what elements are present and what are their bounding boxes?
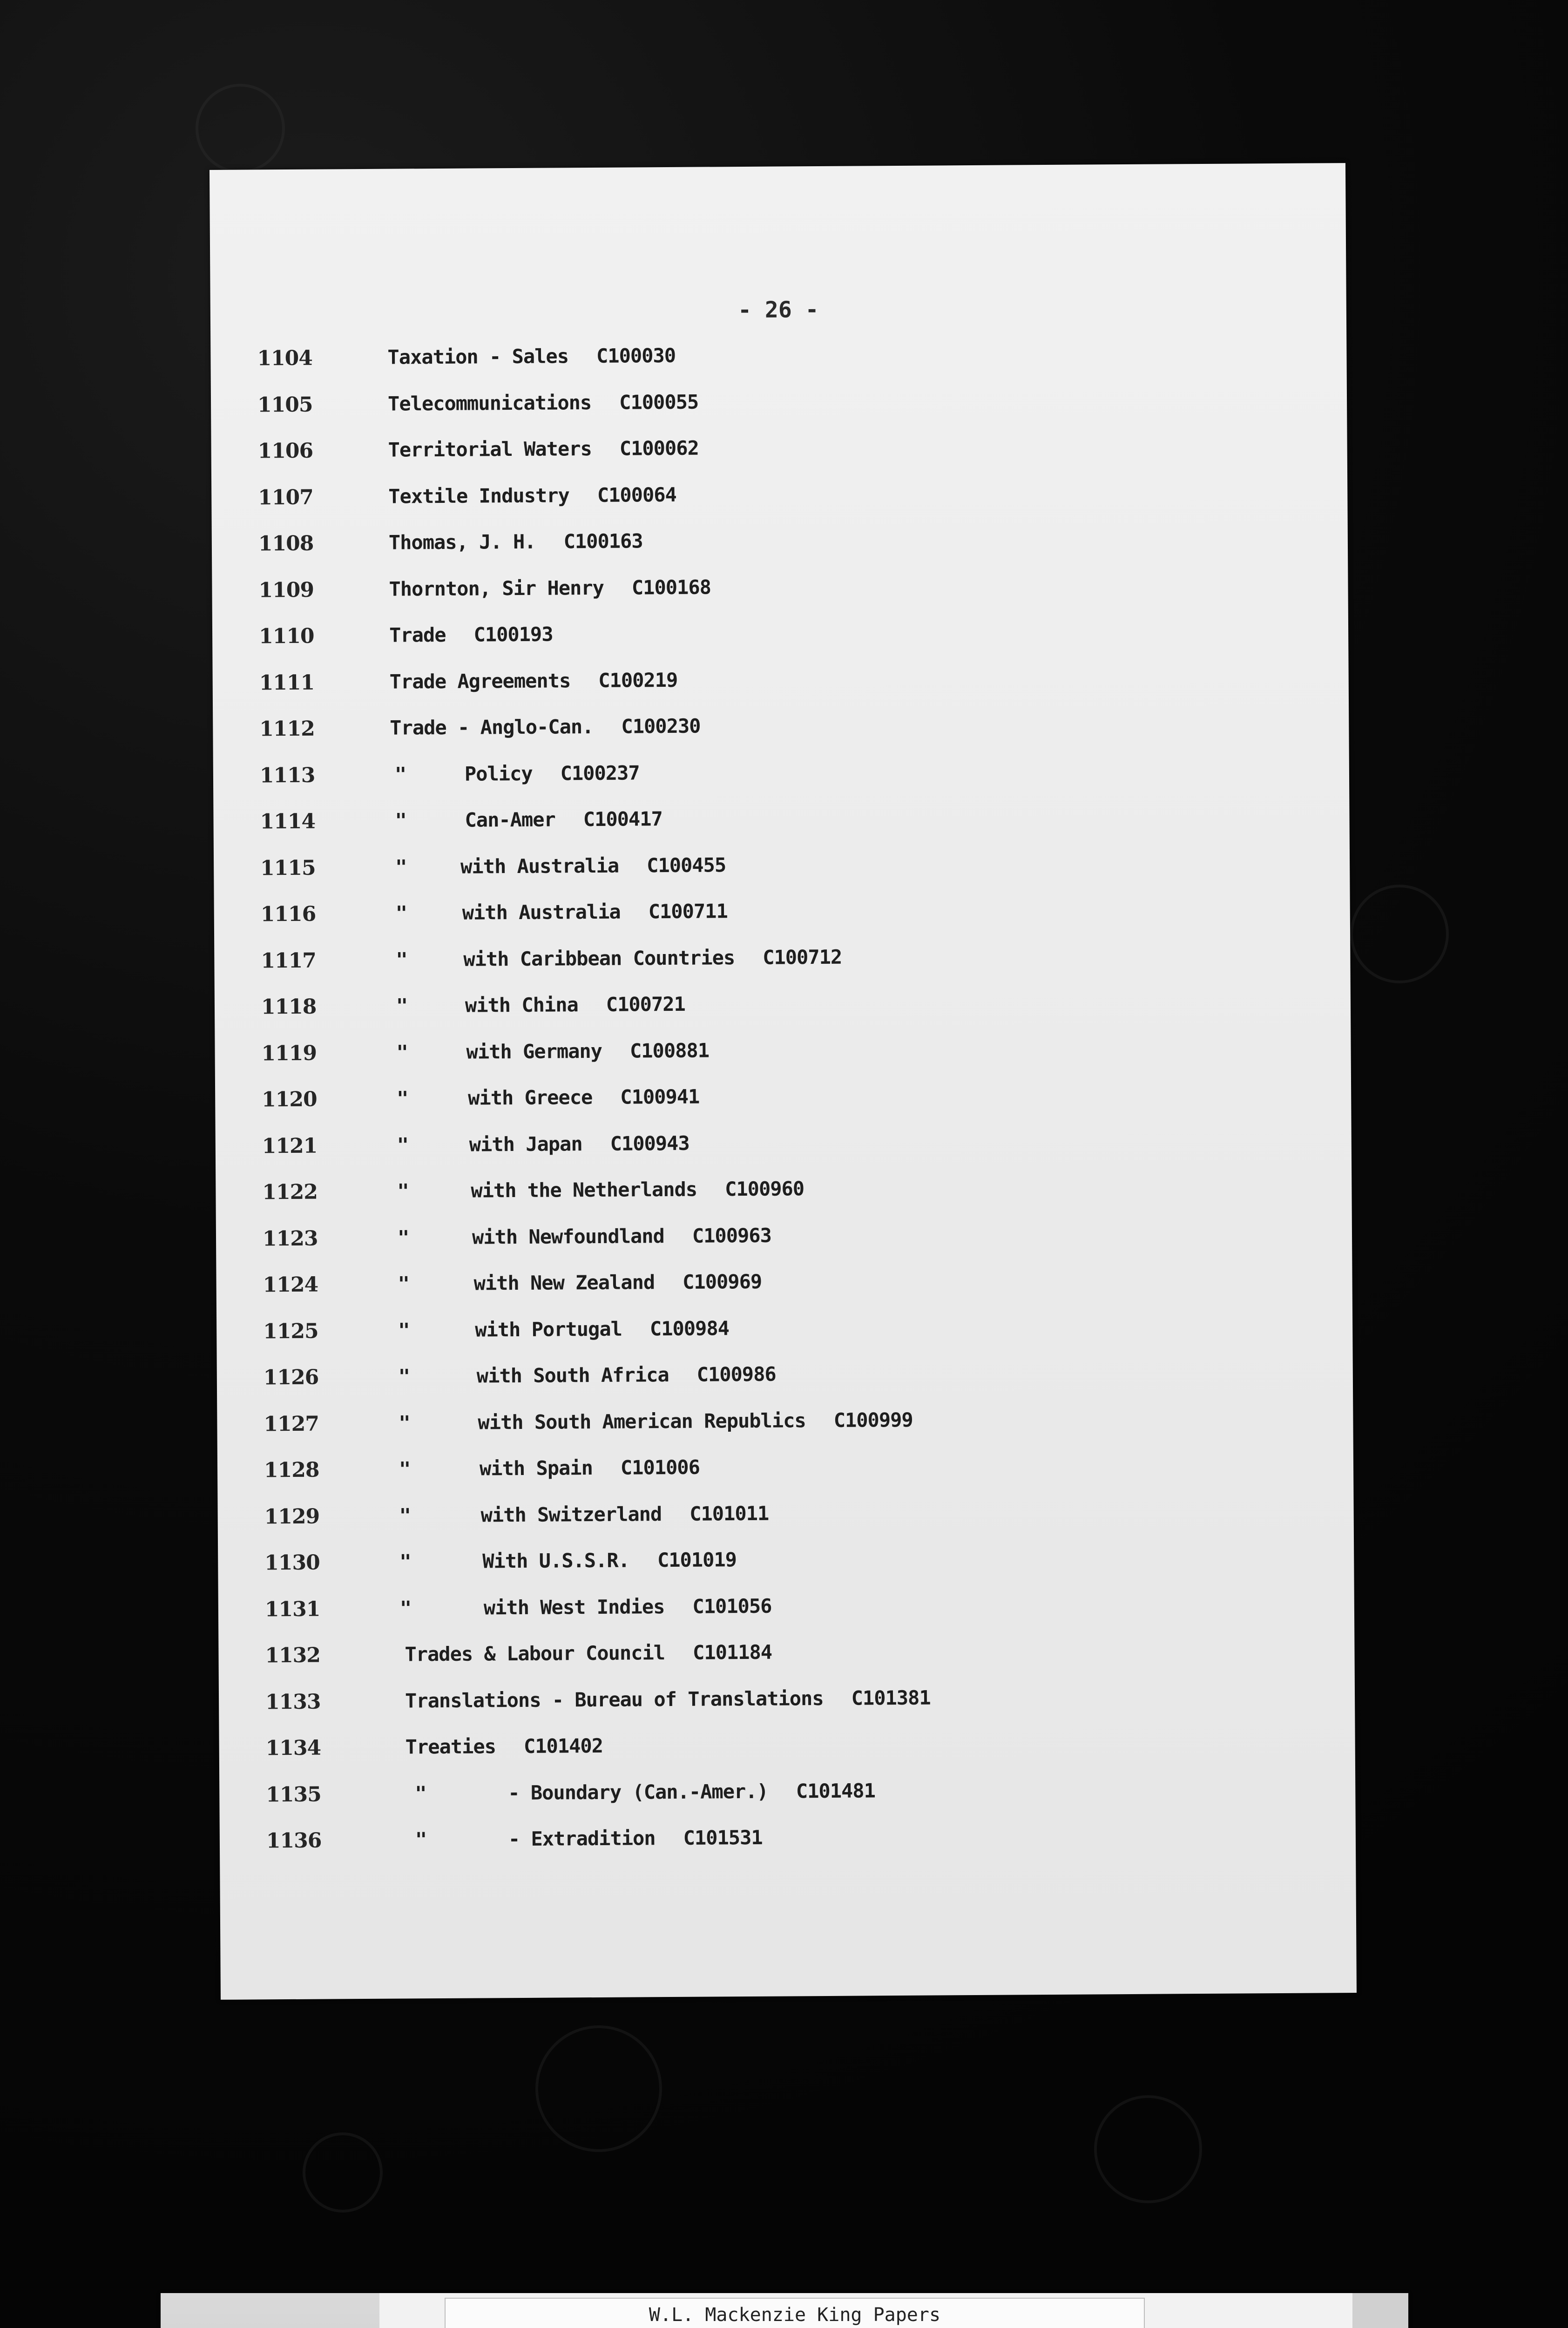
index-entry — [213, 711, 1349, 764]
entry-reference: C100417 — [583, 807, 662, 831]
ditto-mark: " — [399, 1457, 411, 1481]
ditto-mark: " — [415, 1781, 427, 1805]
entry-subject: with South American Republics — [478, 1408, 806, 1434]
entry-subject: Territorial Waters — [388, 437, 592, 461]
collection-name: W.L. Mackenzie King Papers — [649, 2304, 941, 2326]
index-entry — [213, 757, 1350, 810]
entry-reference: C100055 — [619, 390, 699, 414]
film-swirl-mark — [1094, 2095, 1202, 2203]
entry-text — [389, 529, 643, 554]
entry-text — [405, 1641, 772, 1666]
entry-text — [466, 1039, 709, 1063]
entry-reference: C100712 — [763, 945, 842, 969]
entry-subject: with Australia — [460, 854, 619, 878]
index-entry — [218, 1498, 1354, 1551]
entry-reference: C100219 — [598, 668, 678, 692]
index-entry — [216, 1266, 1352, 1320]
index-entry — [214, 850, 1350, 903]
entry-subject: Trade Agreements — [389, 669, 571, 693]
index-entry — [217, 1452, 1354, 1505]
entry-number: 1121 — [262, 1134, 318, 1158]
entry-subject: with Caribbean Countries — [463, 946, 735, 971]
entry-reference: C100064 — [597, 483, 677, 507]
entry-text — [465, 993, 685, 1017]
entry-reference: C100941 — [620, 1085, 700, 1109]
entry-text — [390, 715, 700, 739]
entry-reference: C100963 — [692, 1224, 772, 1247]
page-number: - 26 - — [737, 297, 819, 324]
entry-reference: C100721 — [606, 992, 686, 1016]
ditto-mark: " — [398, 1365, 411, 1388]
entry-text — [465, 761, 640, 785]
entry-number: 1116 — [260, 902, 316, 927]
index-entry — [211, 479, 1348, 532]
film-swirl-mark — [1350, 885, 1449, 983]
entry-text — [473, 1270, 762, 1295]
entry-number: 1112 — [259, 717, 315, 741]
entry-subject: Trade — [389, 623, 446, 647]
card-right-strip — [1352, 2293, 1408, 2328]
entry-text — [387, 344, 676, 369]
entry-text — [480, 1456, 700, 1480]
entry-number: 1135 — [266, 1782, 321, 1807]
entry-reference: C100881 — [629, 1038, 710, 1062]
entry-subject: Trades & Labour Council — [405, 1641, 665, 1666]
entry-number: 1133 — [265, 1690, 321, 1714]
index-entry — [215, 1081, 1352, 1134]
ditto-mark: " — [394, 762, 407, 786]
index-entry — [210, 340, 1347, 393]
entry-subject: Trade - Anglo-Can. — [390, 715, 594, 739]
index-entry — [219, 1776, 1356, 1829]
index-entry-list — [210, 340, 1356, 1875]
index-entry — [217, 1406, 1353, 1459]
entry-number: 1131 — [264, 1597, 320, 1621]
entry-subject: with Portugal — [475, 1317, 622, 1341]
entry-reference: C101531 — [683, 1826, 763, 1849]
entry-number: 1119 — [261, 1041, 317, 1065]
ditto-mark: " — [397, 1133, 409, 1157]
index-entry — [215, 988, 1351, 1042]
entry-text — [406, 1734, 603, 1759]
ditto-mark: " — [395, 901, 408, 925]
entry-number: 1115 — [260, 856, 316, 880]
ditto-mark: " — [399, 1411, 411, 1435]
entry-reference: C100163 — [563, 529, 643, 553]
collection-label — [445, 2298, 1145, 2328]
entry-number: 1130 — [264, 1550, 320, 1575]
index-entry — [214, 896, 1351, 949]
entry-number: 1114 — [260, 809, 316, 834]
entry-subject: with South Africa — [476, 1363, 669, 1387]
ditto-mark: " — [395, 855, 407, 879]
entry-subject: Thornton, Sir Henry — [389, 576, 604, 601]
entry-reference: C101006 — [620, 1455, 700, 1479]
entry-number: 1105 — [257, 393, 313, 417]
entry-subject: with Spain — [479, 1456, 593, 1480]
entry-number: 1104 — [257, 346, 313, 371]
ditto-mark: " — [396, 994, 408, 1017]
entry-text — [405, 1686, 931, 1712]
entry-text — [508, 1826, 763, 1850]
entry-reference: C100193 — [473, 623, 553, 646]
index-entry — [211, 433, 1348, 486]
document-page — [210, 163, 1357, 2000]
film-swirl-mark — [196, 84, 285, 173]
entry-number: 1106 — [257, 439, 313, 463]
entry-reference: C100168 — [631, 575, 711, 599]
entry-reference: C100943 — [610, 1131, 689, 1155]
entry-text — [481, 1502, 769, 1526]
ditto-mark: " — [397, 1179, 409, 1203]
entry-number: 1128 — [264, 1458, 319, 1482]
ditto-mark: " — [397, 1087, 409, 1110]
index-entry — [219, 1684, 1355, 1737]
index-entry — [214, 942, 1351, 995]
entry-number: 1111 — [259, 670, 315, 695]
entry-reference: C100999 — [833, 1408, 913, 1432]
entry-text — [508, 1779, 875, 1804]
entry-subject: with Greece — [468, 1086, 593, 1110]
ditto-mark: " — [397, 1225, 410, 1249]
entry-text — [390, 668, 678, 693]
entry-reference: C101056 — [692, 1594, 772, 1618]
index-entry — [213, 664, 1349, 717]
entry-reference: C100960 — [724, 1177, 804, 1201]
ditto-mark: " — [399, 1550, 412, 1573]
entry-reference: C100969 — [683, 1270, 762, 1293]
archive-card — [161, 2293, 1408, 2328]
ditto-mark: " — [395, 809, 407, 832]
entry-subject: Translations - Bureau of Translations — [405, 1686, 824, 1712]
entry-number: 1129 — [264, 1504, 320, 1529]
entry-reference: C100984 — [649, 1316, 730, 1340]
entry-subject: with the Netherlands — [471, 1178, 697, 1202]
entry-reference: C100455 — [647, 853, 726, 877]
entry-subject: with New Zealand — [473, 1271, 655, 1295]
entry-number: 1113 — [259, 763, 315, 787]
entry-text — [478, 1408, 913, 1434]
entry-subject: with China — [465, 993, 578, 1017]
entry-text — [388, 483, 676, 508]
entry-subject: Thomas, J. H. — [388, 530, 536, 554]
entry-text — [482, 1548, 737, 1572]
index-entry — [216, 1220, 1352, 1273]
entry-subject: Textile Industry — [388, 483, 570, 508]
index-entry — [216, 1313, 1353, 1366]
entry-number: 1126 — [263, 1365, 319, 1390]
index-entry — [212, 525, 1348, 578]
entry-subject: with West Indies — [483, 1595, 665, 1619]
index-entry — [218, 1544, 1354, 1597]
entry-subject: with Japan — [469, 1132, 582, 1156]
index-entry — [220, 1822, 1356, 1875]
ditto-mark: " — [396, 947, 408, 971]
entry-subject: Policy — [464, 762, 533, 785]
entry-number: 1134 — [265, 1736, 321, 1760]
entry-number: 1136 — [266, 1828, 322, 1853]
entry-number: 1120 — [262, 1087, 317, 1112]
entry-text — [388, 437, 699, 461]
entry-number: 1132 — [265, 1643, 321, 1668]
ditto-mark: " — [399, 1503, 412, 1527]
entry-subject: Can-Amer — [465, 808, 555, 832]
ditto-mark: " — [398, 1318, 410, 1342]
entry-text — [465, 807, 662, 832]
entry-reference: C100062 — [619, 436, 699, 460]
entry-number: 1122 — [262, 1180, 318, 1205]
entry-reference: C101019 — [657, 1548, 737, 1572]
index-entry — [211, 386, 1347, 440]
entry-text — [388, 390, 698, 415]
ditto-mark: " — [415, 1828, 427, 1851]
entry-number: 1107 — [258, 485, 313, 509]
entry-reference: C100711 — [648, 900, 728, 923]
entry-number: 1117 — [261, 948, 316, 973]
entry-text — [471, 1177, 804, 1202]
entry-reference: C101381 — [851, 1686, 931, 1710]
entry-reference: C100030 — [596, 344, 676, 367]
entry-text — [475, 1317, 729, 1341]
index-entry — [216, 1174, 1352, 1227]
entry-text — [472, 1224, 771, 1248]
entry-subject: with Australia — [462, 900, 621, 924]
entry-reference: C100986 — [696, 1362, 776, 1386]
entry-subject: with Newfoundland — [472, 1224, 665, 1249]
index-entry — [218, 1637, 1355, 1690]
film-swirl-mark — [535, 2025, 662, 2152]
entry-reference: C101184 — [692, 1640, 772, 1664]
card-left-strip — [161, 2293, 379, 2328]
entry-subject: Telecommunications — [387, 391, 592, 415]
index-entry — [218, 1591, 1355, 1644]
entry-number: 1110 — [258, 624, 314, 649]
entry-text — [462, 900, 728, 924]
entry-number: 1109 — [258, 578, 314, 602]
entry-reference: C100237 — [560, 761, 640, 785]
entry-subject: Taxation - Sales — [387, 345, 569, 369]
entry-text — [389, 575, 711, 600]
entry-number: 1127 — [264, 1412, 319, 1436]
ditto-mark: " — [396, 1040, 409, 1064]
index-entry — [217, 1359, 1353, 1412]
entry-text — [460, 853, 726, 878]
entry-text — [463, 945, 842, 970]
entry-reference: C101402 — [523, 1734, 603, 1758]
entry-subject: - Extradition — [508, 1827, 656, 1851]
entry-number: 1124 — [263, 1272, 318, 1297]
entry-number: 1108 — [258, 531, 314, 556]
film-swirl-mark — [303, 2132, 383, 2213]
entry-number: 1123 — [262, 1226, 318, 1251]
entry-subject: Treaties — [405, 1735, 496, 1759]
entry-subject: - Boundary (Can.-Amer.) — [508, 1780, 769, 1804]
entry-subject: With U.S.S.R. — [482, 1549, 630, 1573]
entry-number: 1125 — [263, 1319, 318, 1343]
entry-text — [477, 1363, 776, 1387]
index-entry — [215, 1035, 1351, 1088]
entry-text — [469, 1131, 689, 1156]
index-entry — [212, 572, 1348, 625]
entry-number: 1118 — [261, 995, 317, 1019]
entry-reference: C101011 — [689, 1502, 769, 1525]
entry-subject: with Germany — [466, 1039, 602, 1063]
entry-text — [484, 1594, 772, 1619]
entry-reference: C101481 — [796, 1779, 876, 1802]
entry-text — [389, 623, 553, 647]
ditto-mark: " — [398, 1272, 410, 1295]
entry-text — [468, 1085, 699, 1110]
index-entry — [219, 1730, 1356, 1783]
entry-subject: with Switzerland — [480, 1502, 662, 1526]
index-entry — [216, 1128, 1352, 1181]
index-entry — [212, 618, 1349, 671]
ditto-mark: " — [399, 1596, 412, 1620]
entry-reference: C100230 — [621, 714, 701, 738]
index-entry — [213, 803, 1350, 856]
